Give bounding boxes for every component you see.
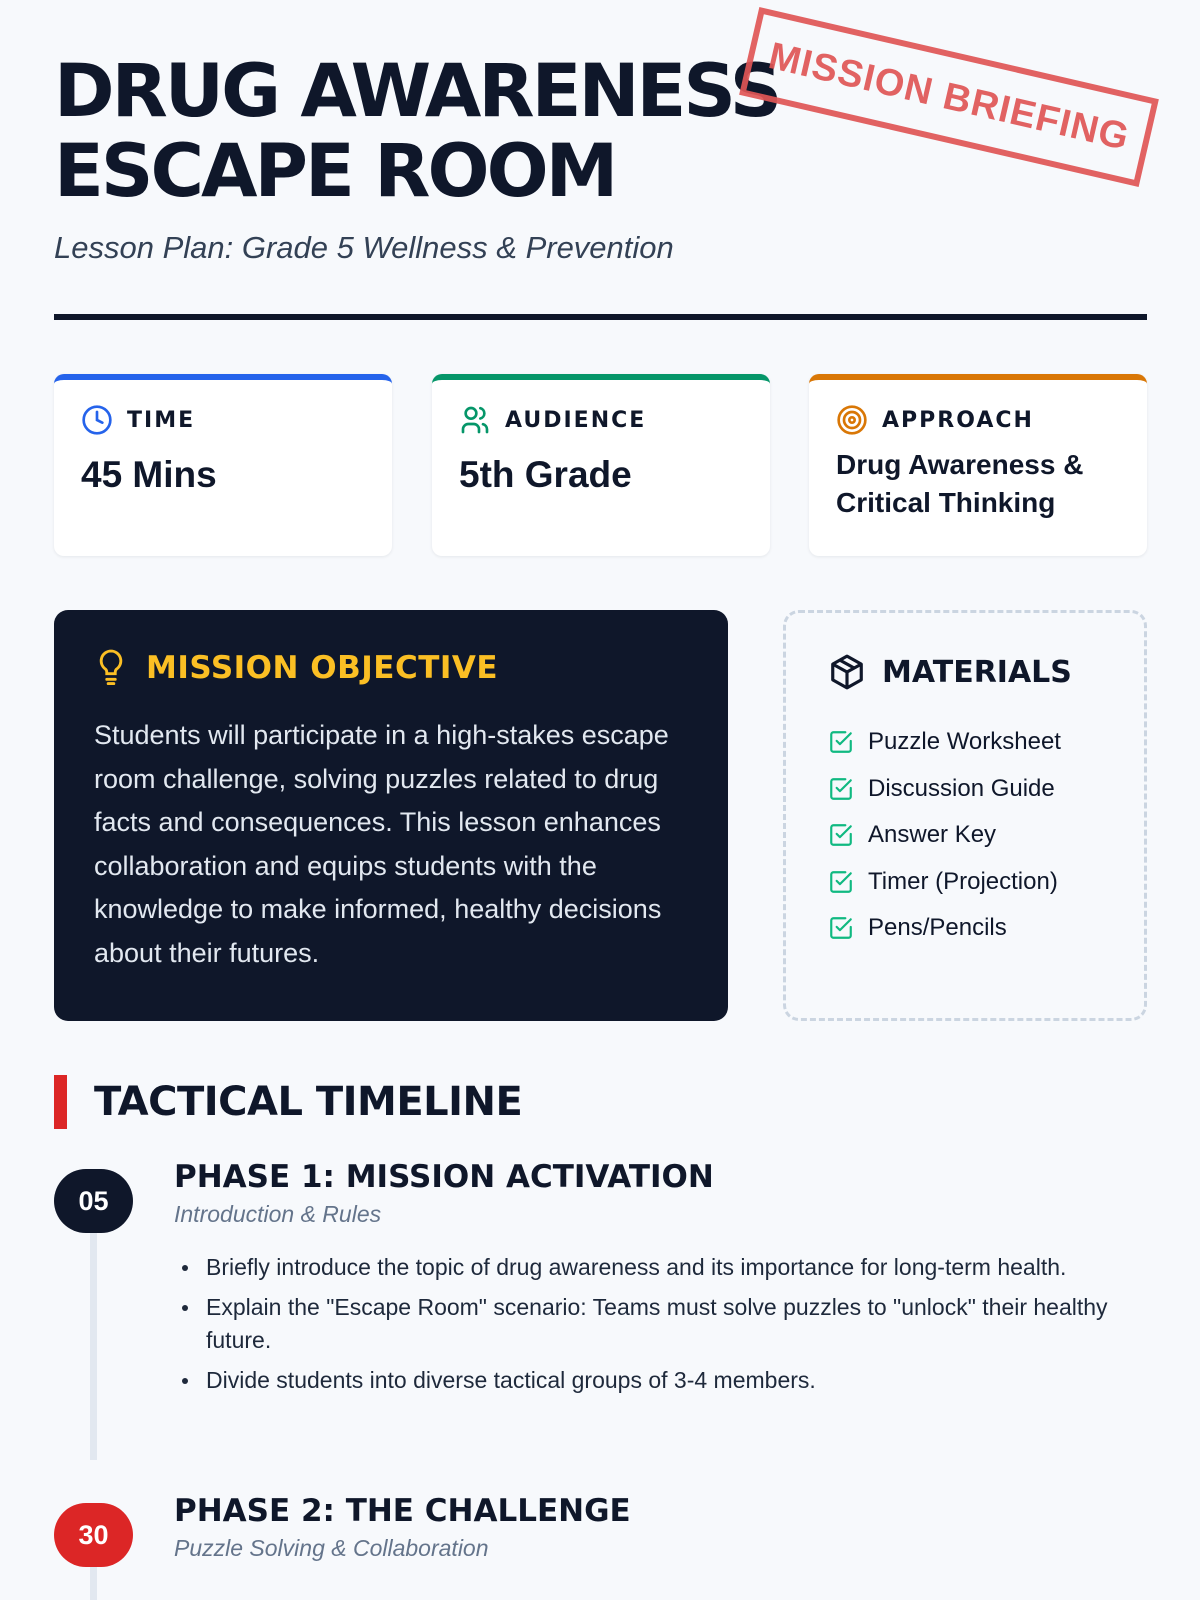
checkbox-checked-icon — [828, 869, 854, 895]
users-icon — [459, 404, 491, 436]
title-line-1: DRUG AWARENESS — [54, 49, 780, 134]
timeline-title: TACTICAL TIMELINE — [94, 1079, 523, 1125]
materials-title: MATERIALS — [882, 654, 1072, 690]
list-item — [828, 905, 1102, 952]
checkbox-checked-icon — [828, 822, 854, 848]
material-label: Puzzle Worksheet — [868, 728, 1061, 756]
list-item — [828, 719, 1102, 766]
checkbox-checked-icon — [828, 729, 854, 755]
audience-card — [432, 374, 770, 556]
title-line-2: ESCAPE ROOM — [54, 129, 616, 214]
lightbulb-icon — [94, 648, 128, 688]
list-item — [828, 859, 1102, 906]
audience-label: AUDIENCE — [505, 407, 647, 433]
approach-value-line-2: Critical Thinking — [836, 487, 1056, 518]
list-item: Briefly introduce the topic of drug awareness and its importance for long-term health. — [206, 1251, 1136, 1284]
target-icon — [836, 404, 868, 436]
lesson-plan-page — [54, 0, 1147, 1600]
phase-duration-badge: 30 — [54, 1503, 133, 1567]
header-divider — [54, 314, 1147, 320]
list-item: Explain the "Escape Room" scenario: Teams must solve puzzles to "unlock" their healthy future. — [206, 1291, 1136, 1357]
approach-label: APPROACH — [882, 407, 1034, 433]
material-label: Timer (Projection) — [868, 867, 1058, 895]
mission-objective-panel — [54, 610, 728, 1021]
list-item — [828, 766, 1102, 813]
phase-subtitle: Introduction & Rules — [174, 1201, 382, 1227]
time-value: 45 Mins — [81, 454, 217, 495]
material-label: Pens/Pencils — [868, 914, 1007, 942]
timeline-connector — [90, 1200, 97, 1460]
time-label: TIME — [127, 407, 196, 433]
box-icon — [828, 653, 866, 691]
phase-bullet-list — [206, 1251, 1136, 1404]
list-item: Divide students into diverse tactical groups of 3-4 members. — [206, 1364, 1136, 1397]
objective-title: MISSION OBJECTIVE — [146, 650, 499, 686]
objective-body: Students will participate in a high-stakes escape room challenge, solving puzzles related to drug facts and consequences. This lesson enhances collaboration and equips students with the knowledge to make informed, healthy decisions about their futures. — [94, 720, 669, 968]
phase-title: PHASE 2: THE CHALLENGE — [174, 1493, 631, 1529]
timeline-heading-accent — [54, 1075, 67, 1129]
materials-list — [828, 719, 1102, 952]
material-label: Discussion Guide — [868, 774, 1055, 802]
approach-value — [836, 446, 1120, 522]
materials-panel — [783, 610, 1147, 1021]
approach-card — [809, 374, 1147, 556]
audience-value: 5th Grade — [459, 454, 632, 495]
timeline-heading — [54, 1075, 522, 1129]
phase-duration-badge: 05 — [54, 1169, 133, 1233]
phase-subtitle: Puzzle Solving & Collaboration — [174, 1535, 489, 1561]
clock-icon — [81, 404, 113, 436]
phase-title: PHASE 1: MISSION ACTIVATION — [174, 1159, 714, 1195]
mission-briefing-stamp: MISSION BRIEFING — [739, 7, 1159, 187]
checkbox-checked-icon — [828, 776, 854, 802]
page-subtitle: Lesson Plan: Grade 5 Wellness & Prevention — [54, 230, 674, 265]
list-item — [828, 812, 1102, 859]
approach-value-line-1: Drug Awareness & — [836, 449, 1084, 480]
time-card — [54, 374, 392, 556]
material-label: Answer Key — [868, 821, 997, 849]
checkbox-checked-icon — [828, 915, 854, 941]
